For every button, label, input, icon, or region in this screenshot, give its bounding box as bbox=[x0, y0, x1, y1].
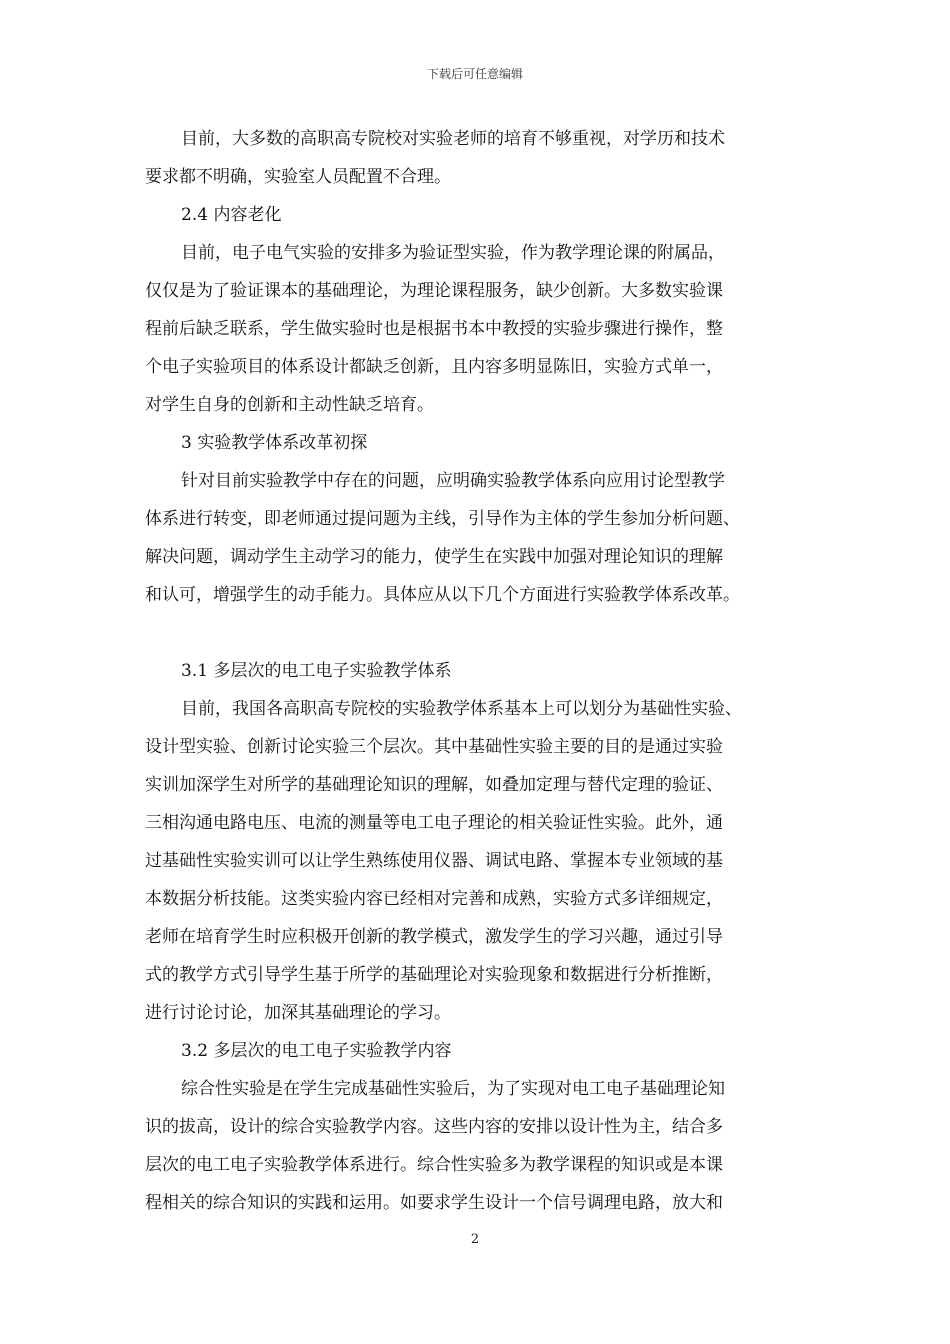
section-heading: 3 实验教学体系改革初探 bbox=[181, 433, 368, 453]
paragraph-line: 解决问题，调动学生主动学习的能力，使学生在实践中加强对理论知识的理解 bbox=[145, 547, 723, 567]
paragraph-line: 三相沟通电路电压、电流的测量等电工电子理论的相关验证性实验。此外，通 bbox=[145, 813, 723, 833]
paragraph-line: 程前后缺乏联系，学生做实验时也是根据书本中教授的实验步骤进行操作，整 bbox=[145, 319, 723, 339]
paragraph-line: 仅仅是为了验证课本的基础理论，为理论课程服务，缺少创新。大多数实验课 bbox=[145, 281, 723, 301]
paragraph-line: 进行讨论讨论，加深其基础理论的学习。 bbox=[145, 1003, 451, 1023]
paragraph-line: 过基础性实验实训可以让学生熟练使用仪器、调试电路、掌握本专业领域的基 bbox=[145, 851, 723, 871]
document-body bbox=[145, 120, 805, 1222]
paragraph-line: 综合性实验是在学生完成基础性实验后，为了实现对电工电子基础理论知 bbox=[181, 1079, 725, 1099]
paragraph-line: 识的拔高，设计的综合实验教学内容。这些内容的安排以设计性为主，结合多 bbox=[145, 1117, 723, 1137]
paragraph-line: 要求都不明确，实验室人员配置不合理。 bbox=[145, 167, 451, 187]
paragraph-line: 体系进行转变，即老师通过提问题为主线，引导作为主体的学生参加分析问题、 bbox=[145, 509, 740, 529]
paragraph-line: 个电子实验项目的体系设计都缺乏创新，且内容多明显陈旧，实验方式单一， bbox=[145, 357, 723, 377]
paragraph-line: 老师在培育学生时应积极开创新的教学模式，激发学生的学习兴趣，通过引导 bbox=[145, 927, 723, 947]
paragraph-line: 对学生自身的创新和主动性缺乏培育。 bbox=[145, 395, 434, 415]
paragraph-line: 式的教学方式引导学生基于所学的基础理论对实验现象和数据进行分析推断， bbox=[145, 965, 723, 985]
paragraph-line: 针对目前实验教学中存在的问题，应明确实验教学体系向应用讨论型教学 bbox=[181, 471, 725, 491]
section-heading: 3.1 多层次的电工电子实验教学体系 bbox=[181, 661, 452, 681]
paragraph-line: 目前，电子电气实验的安排多为验证型实验，作为教学理论课的附属品， bbox=[181, 243, 725, 263]
paragraph-line: 程相关的综合知识的实践和运用。如要求学生设计一个信号调理电路，放大和 bbox=[145, 1193, 723, 1213]
paragraph-line: 设计型实验、创新讨论实验三个层次。其中基础性实验主要的目的是通过实验 bbox=[145, 737, 723, 757]
paragraph-line: 本数据分析技能。这类实验内容已经相对完善和成熟，实验方式多详细规定， bbox=[145, 889, 723, 909]
paragraph-line: 目前，大多数的高职高专院校对实验老师的培育不够重视，对学历和技术 bbox=[181, 129, 725, 149]
paragraph-line: 和认可，增强学生的动手能力。具体应从以下几个方面进行实验教学体系改革。 bbox=[145, 585, 740, 605]
section-heading: 3.2 多层次的电工电子实验教学内容 bbox=[181, 1041, 452, 1061]
blank-line bbox=[145, 614, 805, 652]
paragraph-line: 实训加深学生对所学的基础理论知识的理解，如叠加定理与替代定理的验证、 bbox=[145, 775, 723, 795]
page-number: 2 bbox=[470, 1232, 480, 1247]
page-header: 下载后可任意编辑 bbox=[426, 67, 523, 81]
paragraph-line: 层次的电工电子实验教学体系进行。综合性实验多为教学课程的知识或是本课 bbox=[145, 1155, 723, 1175]
paragraph-line: 目前，我国各高职高专院校的实验教学体系基本上可以划分为基础性实验、 bbox=[181, 699, 742, 719]
section-heading: 2.4 内容老化 bbox=[181, 205, 282, 225]
